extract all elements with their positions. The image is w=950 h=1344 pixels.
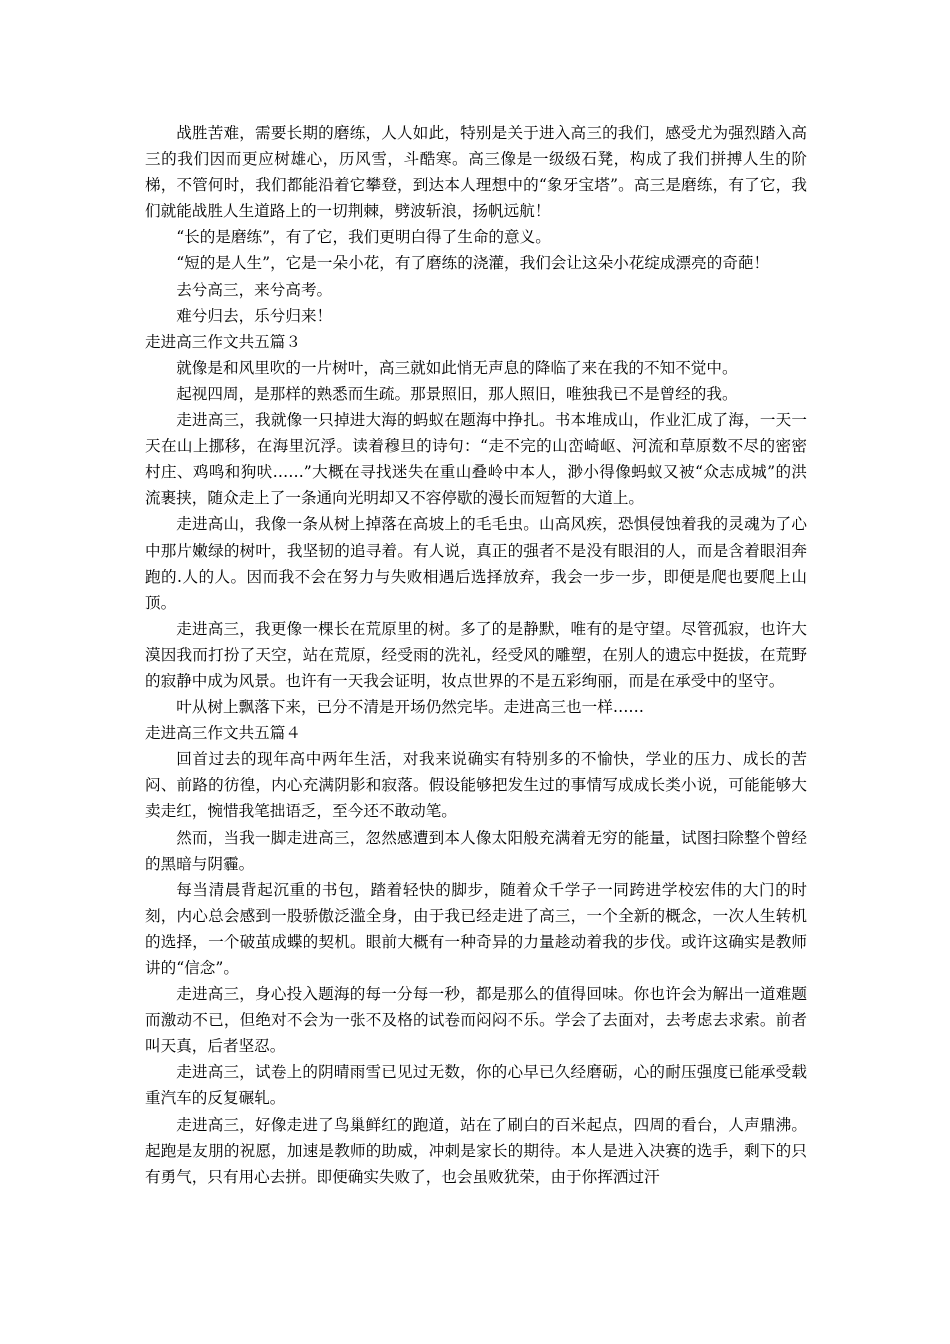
section-heading: 走进高三作文共五篇３	[145, 332, 301, 351]
paragraph: 走进高山，我像一条从树上掉落在高坡上的毛毛虫。山高风疾，恐惧侵蚀着我的灵魂为了心中那片嫩绿的树叶，我坚韧的追寻着。有人说，真正的强者不是没有眼泪的人，而是含着眼泪奔跑的.人的人。因而我不会在努力与失败相遇后选择放弃，我会一步一步，即便是爬也要爬上山顶。	[145, 515, 807, 612]
paragraph: 回首过去的现年高中两年生活，对我来说确实有特别多的不愉快，学业的压力、成长的苦闷、前路的彷徨，内心充满阴影和寂落。假设能够把发生过的事情写成成长类小说，可能能够大卖走红，惋惜我笔拙语乏，至今还不敢动笔。	[145, 750, 807, 821]
paragraph: 走进高三，我就像一只掉进大海的蚂蚁在题海中挣扎。书本堆成山，作业汇成了海，一天一天在山上挪移，在海里沉浮。读着穆旦的诗句：“走不完的山峦崎岖、河流和草原数不尽的密密村庄、鸡鸣和狗吠……”大概在寻找迷失在重山叠岭中本人，渺小得像蚂蚁又被“众志成城”的洪流裹挟，随众走上了一条通向光明却又不容停歇的漫长而短暂的大道上。	[145, 411, 807, 508]
paragraph: 去兮高三，来兮高考。	[176, 280, 333, 299]
paragraph: 然而，当我一脚走进高三，忽然感遭到本人像太阳般充满着无穷的能量，试图扫除整个曾经的黑暗与阴霾。	[145, 828, 807, 873]
paragraph: 走进高三，身心投入题海的每一分每一秒，都是那么的值得回味。你也许会为解出一道难题而激动不已，但绝对不会为一张不及格的试卷而闷闷不乐。学会了去面对，去考虑去求索。前者叫天真，后者坚忍。	[145, 985, 807, 1056]
paragraph: 走进高三，我更像一棵长在荒原里的树。多了的是静默，唯有的是守望。尽管孤寂，也许大漠因我而打扮了天空，站在荒原，经受雨的洗礼，经受风的雕塑，在别人的遗忘中挺拔，在荒野的寂静中成为风景。也许有一天我会证明，妆点世界的不是五彩绚丽，而是在承受中的坚守。	[145, 619, 807, 690]
paragraph: “短的是人生”，它是一朵小花，有了磨练的浇灌，我们会让这朵小花绽成漂亮的奇葩！	[176, 254, 770, 273]
paragraph: 战胜苦难，需要长期的磨练，人人如此，特别是关于进入高三的我们，感受尤为强烈踏入高三的我们因而更应树雄心，历风雪，斗酷寒。高三像是一级级石凳，构成了我们拼搏人生的阶梯，不管何时，我们都能沿着它攀登，到达本人理想中的“象牙宝塔”。高三是磨练，有了它，我们就能战胜人生道路上的一切荆棘，劈波斩浪，扬帆远航！	[145, 124, 807, 221]
paragraph: “长的是磨练”，有了它，我们更明白得了生命的意义。	[176, 228, 551, 247]
paragraph: 每当清晨背起沉重的书包，踏着轻快的脚步，随着众千学子一同跨进学校宏伟的大门的时刻，内心总会感到一股骄傲泛滥全身，由于我已经走进了高三，一个全新的概念，一次人生转机的选择，一个破茧成蝶的契机。眼前大概有一种奇异的力量趁动着我的步伐。或许这确实是教师讲的“信念”。	[145, 880, 807, 977]
section-heading: 走进高三作文共五篇４	[145, 724, 301, 743]
document-page	[145, 120, 807, 1190]
paragraph: 起视四周，是那样的熟悉而生疏。那景照旧，那人照旧，唯独我已不是曾经的我。	[176, 384, 738, 403]
paragraph: 走进高三，好像走进了鸟巢鲜红的跑道，站在了刷白的百米起点，四周的看台，人声鼎沸。起跑是友朋的祝愿，加速是教师的助威，冲刺是家长的期待。本人是进入决赛的选手，剩下的只有勇气，只有用心去拼。即便确实失败了，也会虽败犹荣，由于你挥洒过汗	[145, 1115, 807, 1186]
paragraph: 走进高三，试卷上的阴晴雨雪已见过无数，你的心早已久经磨砺，心的耐压强度已能承受载重汽车的反复碾轧。	[145, 1063, 807, 1108]
paragraph: 难兮归去，乐兮归来！	[176, 306, 333, 325]
paragraph: 叶从树上飘落下来，已分不清是开场仍然完毕。走进高三也一样……	[176, 698, 645, 717]
paragraph: 就像是和风里吹的一片树叶，高三就如此悄无声息的降临了来在我的不知不觉中。	[176, 358, 738, 377]
